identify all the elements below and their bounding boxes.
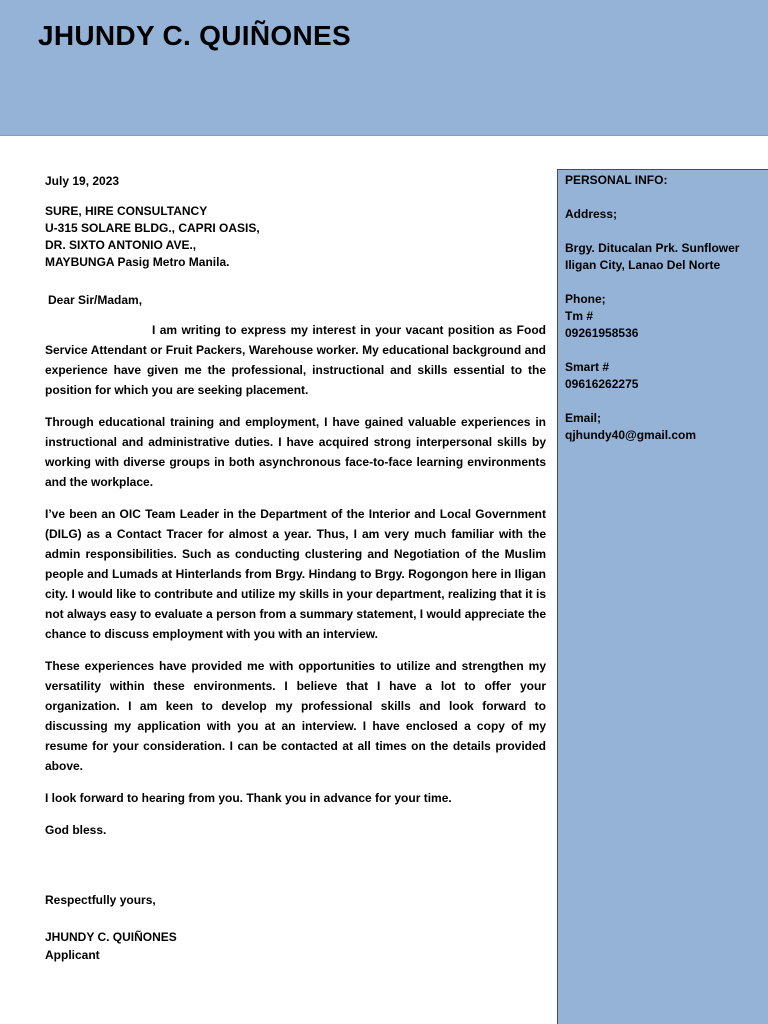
recipient-line: DR. SIXTO ANTONIO AVE.,: [45, 238, 197, 252]
body-paragraph: These experiences have provided me with opportunities to utilize and strengthen my versatility within these environments. I believe that I have a lot to offer your organization. I am keen to develop my professional skills and look forward to discussing my application with you at an interview. I have enclosed a copy of my resume for your consideration. I can be contacted at all times on the details provided above.: [45, 659, 546, 773]
phone-label: Phone;: [565, 292, 606, 306]
smart-number: 09616262275: [565, 377, 639, 391]
cover-letter: [45, 171, 546, 964]
letter-date: July 19, 2023: [45, 174, 120, 188]
body-paragraph: I’ve been an OIC Team Leader in the Department of the Interior and Local Government (DILG) as a Contact Tracer for almost a year. Thus, I am very much familiar with the admin responsibilities. Such as conducting clustering and Negotiation of the Muslim people and Lumads at Hinterlands from Brgy. Hindang to Brgy. Rogongon here in Iligan city. I would like to contribute and utilize my skills in your department, realizing that it is not always easy to evaluate a person from a summary statement, I would appreciate the chance to discuss employment with you with an interview.: [45, 507, 546, 641]
blessing: God bless.: [45, 823, 107, 837]
salutation: Dear Sir/Madam,: [48, 293, 143, 307]
signature-name: JHUNDY C. QUIÑONES: [45, 930, 177, 944]
tm-label: Tm #: [565, 309, 594, 323]
body-paragraph: I am writing to express my interest in your vacant position as Food Service Attendant or Fruit Packers, Warehouse worker. My educational background and experience have given me the professional, instructional and skills essential to the position for which you are seeking placement.: [45, 323, 546, 397]
personal-info-sidebar: [557, 169, 768, 1024]
recipient-line: MAYBUNGA Pasig Metro Manila.: [45, 255, 230, 269]
personal-info-title: PERSONAL INFO:: [565, 173, 668, 187]
email-address: qjhundy40@gmail.com: [565, 428, 697, 442]
signature-title: Applicant: [45, 948, 100, 962]
body-paragraph: I look forward to hearing from you. Thank you in advance for your time.: [45, 791, 452, 805]
recipient-line: SURE, HIRE CONSULTANCY: [45, 204, 208, 218]
signature-block: [45, 928, 546, 964]
address-line: Iligan City, Lanao Del Norte: [565, 258, 721, 272]
closing: Respectfully yours,: [45, 893, 156, 907]
smart-label: Smart #: [565, 360, 610, 374]
body-paragraph: Through educational training and employment, I have gained valuable experiences in instructional and administrative duties. I have acquired strong interpersonal skills by working with diverse groups in both asynchronous face-to-face learning environments and the workplace.: [45, 415, 546, 489]
applicant-name-title: JHUNDY C. QUIÑONES: [38, 20, 351, 51]
email-label: Email;: [565, 411, 602, 425]
address-line: Brgy. Ditucalan Prk. Sunflower: [565, 241, 740, 255]
address-label: Address;: [565, 207, 618, 221]
recipient-address: [45, 203, 546, 271]
header-band: [0, 0, 768, 136]
recipient-line: U-315 SOLARE BLDG., CAPRI OASIS,: [45, 221, 260, 235]
tm-number: 09261958536: [565, 326, 639, 340]
